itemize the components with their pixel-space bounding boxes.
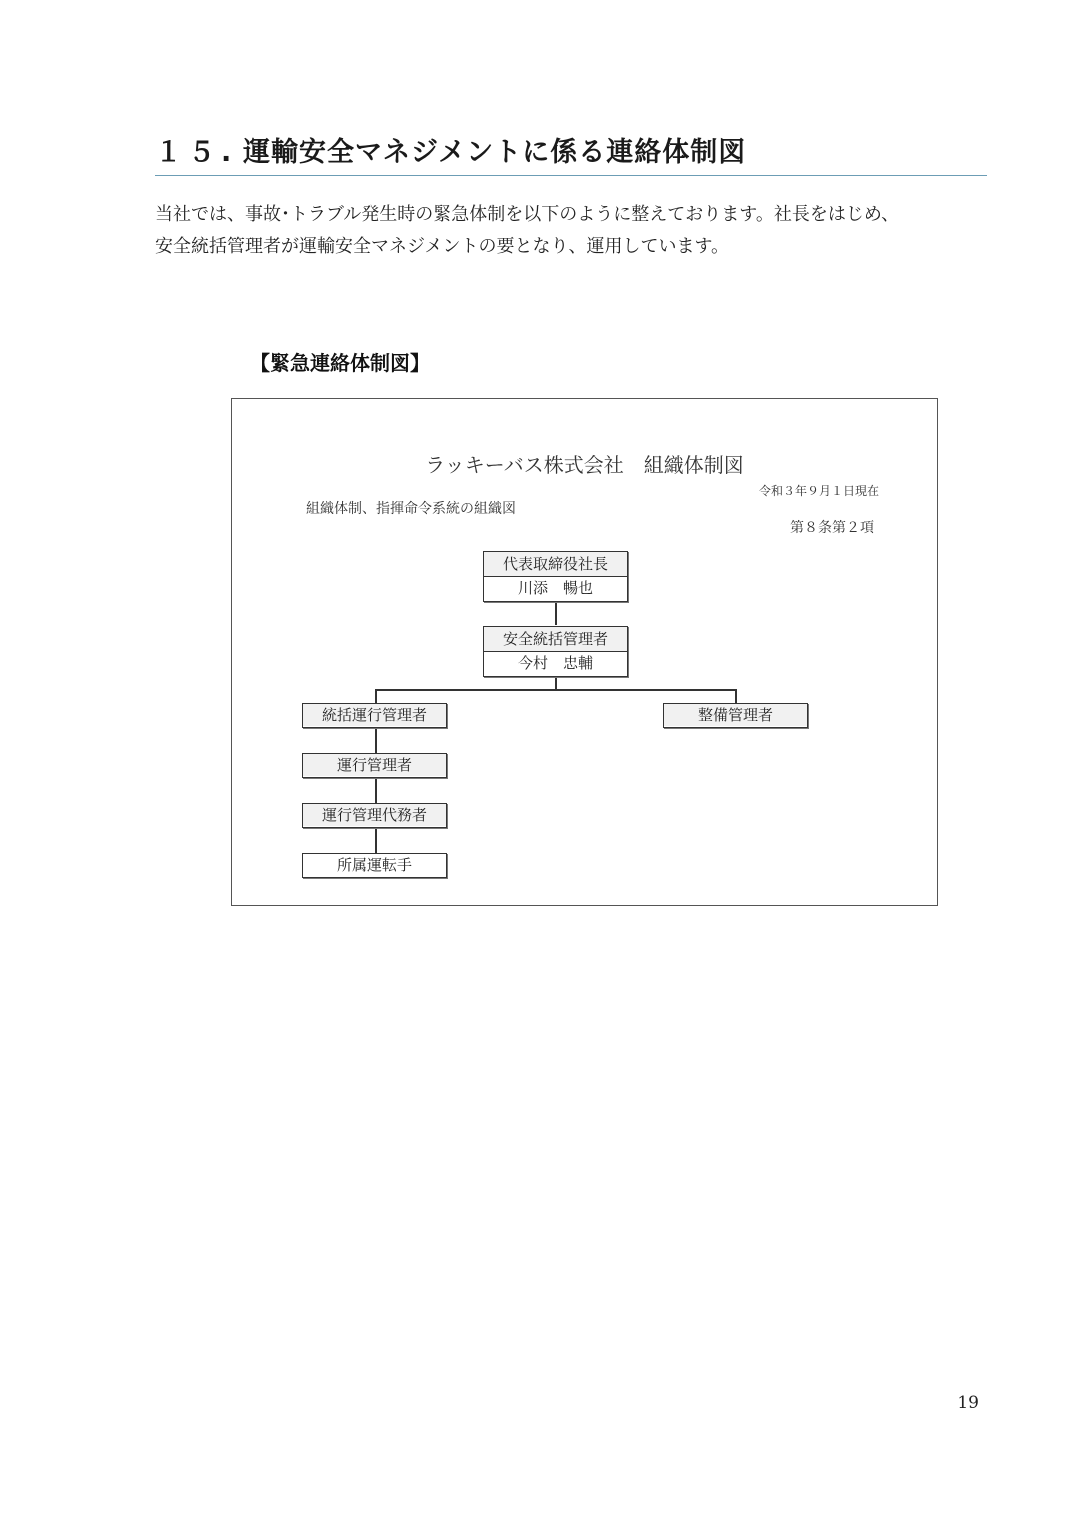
box-operation-manager bbox=[302, 753, 447, 778]
drivers-role: 所属運転手 bbox=[303, 854, 446, 876]
box-drivers bbox=[302, 853, 447, 878]
section-heading bbox=[155, 130, 987, 169]
box-safety-manager bbox=[483, 626, 628, 677]
connector-deputy-drivers bbox=[375, 827, 377, 853]
connector-branch-left bbox=[375, 689, 377, 703]
safety-manager-name: 今村 忠輔 bbox=[484, 651, 627, 675]
org-chart-title: ラッキーバス株式会社 組織体制図 bbox=[425, 453, 744, 477]
section-title: 運輸安全マネジメントに係る連絡体制図 bbox=[243, 137, 747, 168]
intro-line-1: 当社では、事故･トラブル発生時の緊急体制を以下のように整えております。社長をはじめ、 bbox=[155, 204, 900, 225]
org-chart-frame bbox=[231, 398, 938, 906]
president-role: 代表取締役社長 bbox=[484, 552, 627, 576]
box-general-operation-manager bbox=[302, 703, 447, 728]
box-maintenance-manager bbox=[663, 703, 808, 728]
connector-branch-horizontal bbox=[375, 689, 737, 691]
deputy-operation-manager-role: 運行管理代務者 bbox=[303, 804, 446, 826]
connector-general-operation bbox=[375, 727, 377, 753]
intro-line-2: 安全統括管理者が運輸安全マネジメントの要となり、運用しています。 bbox=[155, 236, 730, 257]
connector-branch-right bbox=[735, 689, 737, 703]
connector-president-safety bbox=[555, 601, 557, 625]
section-number: １５. bbox=[155, 137, 238, 168]
general-operation-manager-role: 統括運行管理者 bbox=[303, 704, 446, 726]
box-president bbox=[483, 551, 628, 602]
box-deputy-operation-manager bbox=[302, 803, 447, 828]
org-chart-date: 令和３年９月１日現在 bbox=[758, 484, 879, 498]
org-chart-article: 第８条第２項 bbox=[790, 520, 874, 536]
connector-operation-deputy bbox=[375, 777, 377, 803]
president-name: 川添 暢也 bbox=[484, 576, 627, 600]
maintenance-manager-role: 整備管理者 bbox=[664, 704, 807, 726]
operation-manager-role: 運行管理者 bbox=[303, 754, 446, 776]
intro-paragraph bbox=[155, 199, 995, 263]
page-number: 19 bbox=[957, 1393, 979, 1413]
safety-manager-role: 安全統括管理者 bbox=[484, 627, 627, 651]
connector-safety-branch bbox=[555, 676, 557, 689]
org-chart-subtitle: 組織体制、指揮命令系統の組織図 bbox=[306, 501, 516, 517]
figure-caption: 【緊急連絡体制図】 bbox=[250, 351, 430, 375]
heading-underline bbox=[155, 175, 987, 176]
